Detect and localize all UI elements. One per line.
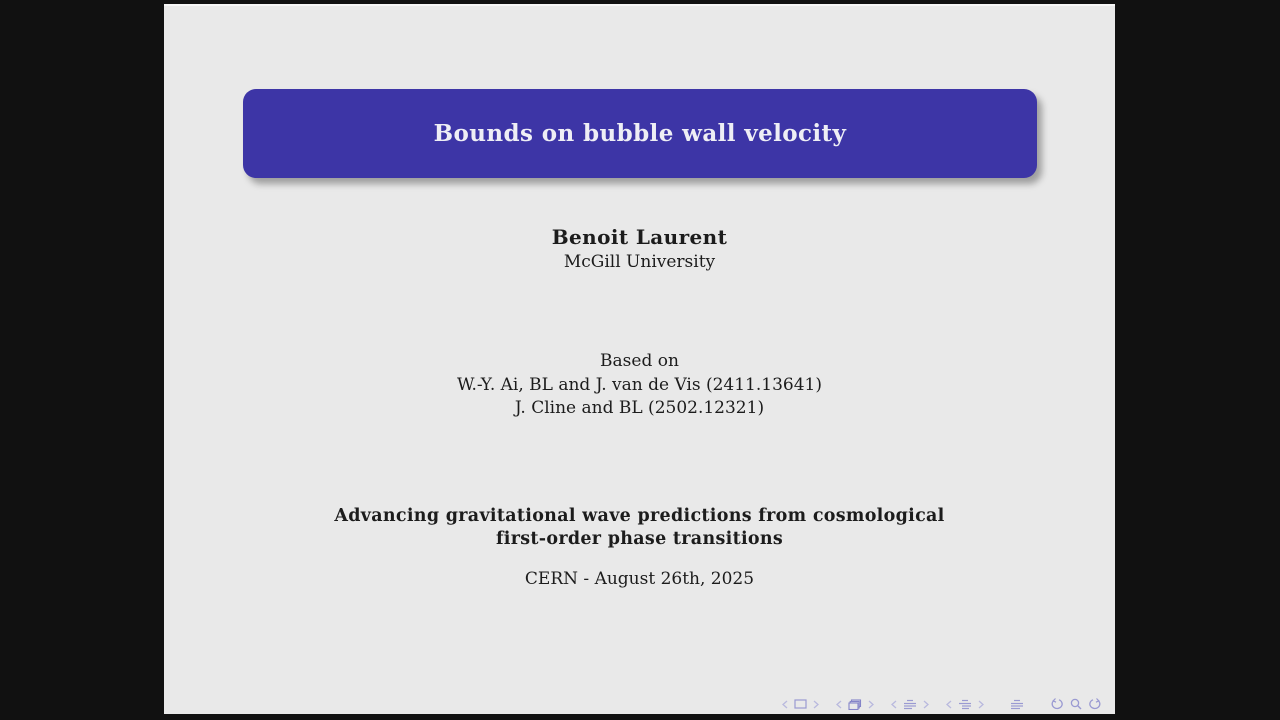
beamer-navigation-bar — [779, 698, 1105, 710]
author-name: Benoit Laurent — [551, 225, 728, 249]
frame-nav-group — [833, 699, 877, 710]
subsection-icon[interactable] — [958, 699, 972, 710]
next-slide-icon[interactable] — [813, 700, 819, 709]
conference-title-line1: Advancing gravitational wave predictions from cosmological — [334, 506, 945, 526]
appendix-nav-group — [1007, 699, 1027, 710]
slide-title-banner — [243, 89, 1037, 178]
slide-title: Bounds on bubble wall velocity — [433, 120, 847, 147]
back-icon[interactable] — [1050, 698, 1064, 710]
prev-section-icon[interactable] — [891, 700, 897, 709]
venue-date: CERN - August 26th, 2025 — [524, 569, 755, 589]
history-search-group — [1047, 698, 1105, 710]
subsection-nav-group — [943, 699, 987, 710]
section-icon[interactable] — [903, 699, 917, 710]
reference-item: J. Cline and BL (2502.12321) — [514, 398, 765, 418]
prev-slide-icon[interactable] — [782, 700, 788, 709]
forward-icon[interactable] — [1088, 698, 1102, 710]
references-heading: Based on — [600, 351, 679, 371]
next-subsection-icon[interactable] — [978, 700, 984, 709]
presentation-slide — [164, 4, 1115, 714]
conference-title-line2: first-order phase transitions — [495, 528, 784, 549]
author-block — [164, 224, 1115, 274]
author-affiliation: McGill University — [563, 252, 716, 272]
conference-title — [164, 505, 1115, 550]
search-icon[interactable] — [1070, 698, 1082, 710]
slide-icon[interactable] — [794, 699, 807, 709]
reference-item: W.-Y. Ai, BL and J. van de Vis (2411.13641) — [457, 374, 822, 395]
slide-nav-group — [779, 699, 822, 709]
prev-frame-icon[interactable] — [836, 700, 842, 709]
prev-subsection-icon[interactable] — [946, 700, 952, 709]
references-block — [164, 350, 1115, 421]
appendix-icon[interactable] — [1010, 699, 1024, 710]
next-frame-icon[interactable] — [868, 700, 874, 709]
section-nav-group — [888, 699, 932, 710]
frames-icon[interactable] — [848, 699, 862, 710]
next-section-icon[interactable] — [923, 700, 929, 709]
